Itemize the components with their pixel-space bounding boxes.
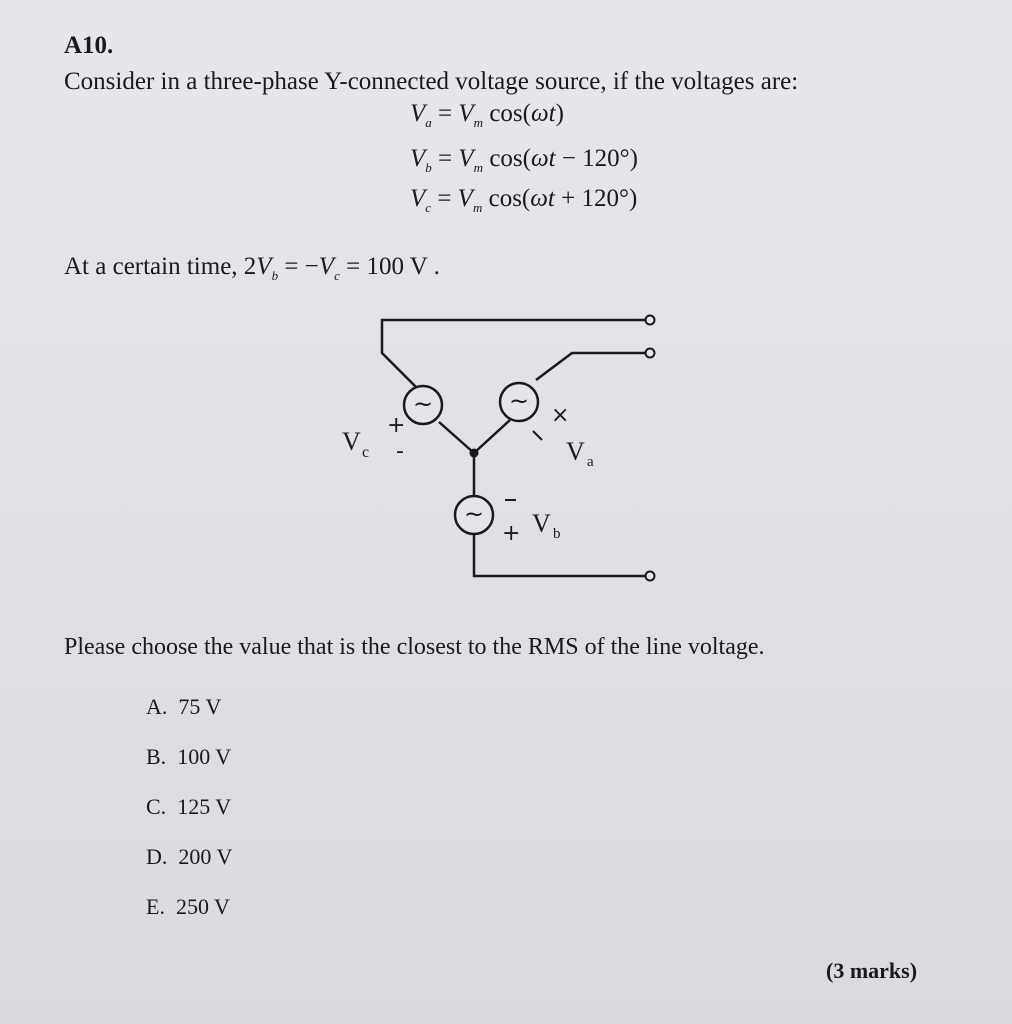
choice-letter: E.: [146, 894, 165, 919]
choice-text: 250 V: [175, 894, 230, 919]
eq-rest: ): [555, 100, 564, 127]
choice-text: 100 V: [177, 744, 232, 769]
choice-letter: B.: [146, 744, 167, 769]
eq-sub: b: [425, 160, 432, 175]
equation-vb: [410, 145, 638, 176]
question-number: A10.: [64, 32, 114, 59]
choice-a[interactable]: [146, 694, 221, 720]
vc-label: V: [342, 427, 361, 456]
eq-amp: V: [458, 100, 474, 127]
vc-minus: -: [396, 439, 404, 464]
eq-var: V: [410, 185, 426, 212]
question-prompt: Please choose the value that is the closest to the RMS of the line voltage.: [64, 634, 765, 660]
equation-vc: [410, 185, 637, 216]
choice-letter: C.: [146, 794, 167, 819]
wire-second: [536, 353, 645, 380]
eq-sub: a: [425, 115, 432, 130]
choice-letter: A.: [146, 694, 168, 719]
terminal-1: [646, 316, 655, 325]
equation-va: [410, 100, 564, 131]
cond-vb-sub: b: [271, 268, 279, 283]
terminal-3: [646, 572, 655, 581]
source-va-symbol: ~: [508, 387, 530, 415]
eq-omega: ωt: [530, 145, 556, 172]
question-intro: Consider in a three-phase Y-connected voltage source, if the voltages are:: [64, 68, 799, 95]
source-vb-symbol: ~: [463, 500, 485, 528]
choice-text: 75 V: [178, 694, 222, 719]
va-minus-mark: [533, 431, 542, 440]
choice-text: 125 V: [177, 794, 232, 819]
eq-func: cos(: [483, 100, 531, 127]
choice-letter: D.: [146, 844, 168, 869]
eq-amp-sub: m: [473, 115, 484, 130]
eq-sign: =: [431, 145, 459, 172]
va-label-sub: a: [587, 454, 594, 470]
choice-e[interactable]: [146, 894, 230, 920]
vc-plus: +: [387, 413, 406, 438]
cond-suffix: = 100 V .: [339, 253, 440, 280]
eq-func: cos(: [483, 145, 531, 172]
vc-label-sub: c: [362, 444, 370, 461]
condition-statement: [64, 253, 440, 284]
terminal-2: [646, 349, 655, 358]
wire-va-arm: [474, 420, 510, 453]
eq-amp: V: [458, 145, 474, 172]
eq-amp-sub: m: [473, 160, 484, 175]
eq-sign: =: [431, 185, 458, 212]
neutral-node: [470, 449, 479, 458]
source-vc-symbol: ~: [412, 390, 434, 418]
cond-vc-sub: c: [334, 268, 340, 283]
eq-sign: =: [431, 100, 459, 127]
cond-vb: V: [256, 253, 272, 280]
vb-label: V: [532, 509, 551, 538]
eq-rest: − 120°): [555, 145, 638, 172]
eq-omega: ωt: [530, 100, 556, 127]
choice-d[interactable]: [146, 844, 232, 870]
eq-func: cos(: [482, 185, 531, 212]
vb-label-sub: b: [553, 526, 561, 542]
eq-var: V: [410, 145, 426, 172]
eq-omega: ωt: [530, 185, 555, 212]
vb-plus: +: [502, 521, 521, 546]
choice-text: 200 V: [178, 844, 233, 869]
eq-amp: V: [457, 185, 473, 212]
va-label: V: [566, 437, 585, 466]
cond-mid: = −: [278, 253, 319, 280]
va-cross: ×: [551, 403, 570, 428]
cond-vc: V: [318, 253, 335, 280]
marks-label: (3 marks): [826, 958, 918, 983]
eq-amp-sub: m: [472, 200, 483, 215]
y-circuit-diagram: [300, 300, 680, 600]
choice-b[interactable]: [146, 744, 231, 770]
eq-rest: + 120°): [554, 185, 638, 212]
eq-var: V: [410, 100, 426, 127]
cond-prefix: At a certain time, 2: [64, 253, 257, 280]
eq-sub: c: [425, 200, 432, 215]
choice-c[interactable]: [146, 794, 231, 820]
wire-vc-arm: [439, 422, 474, 453]
